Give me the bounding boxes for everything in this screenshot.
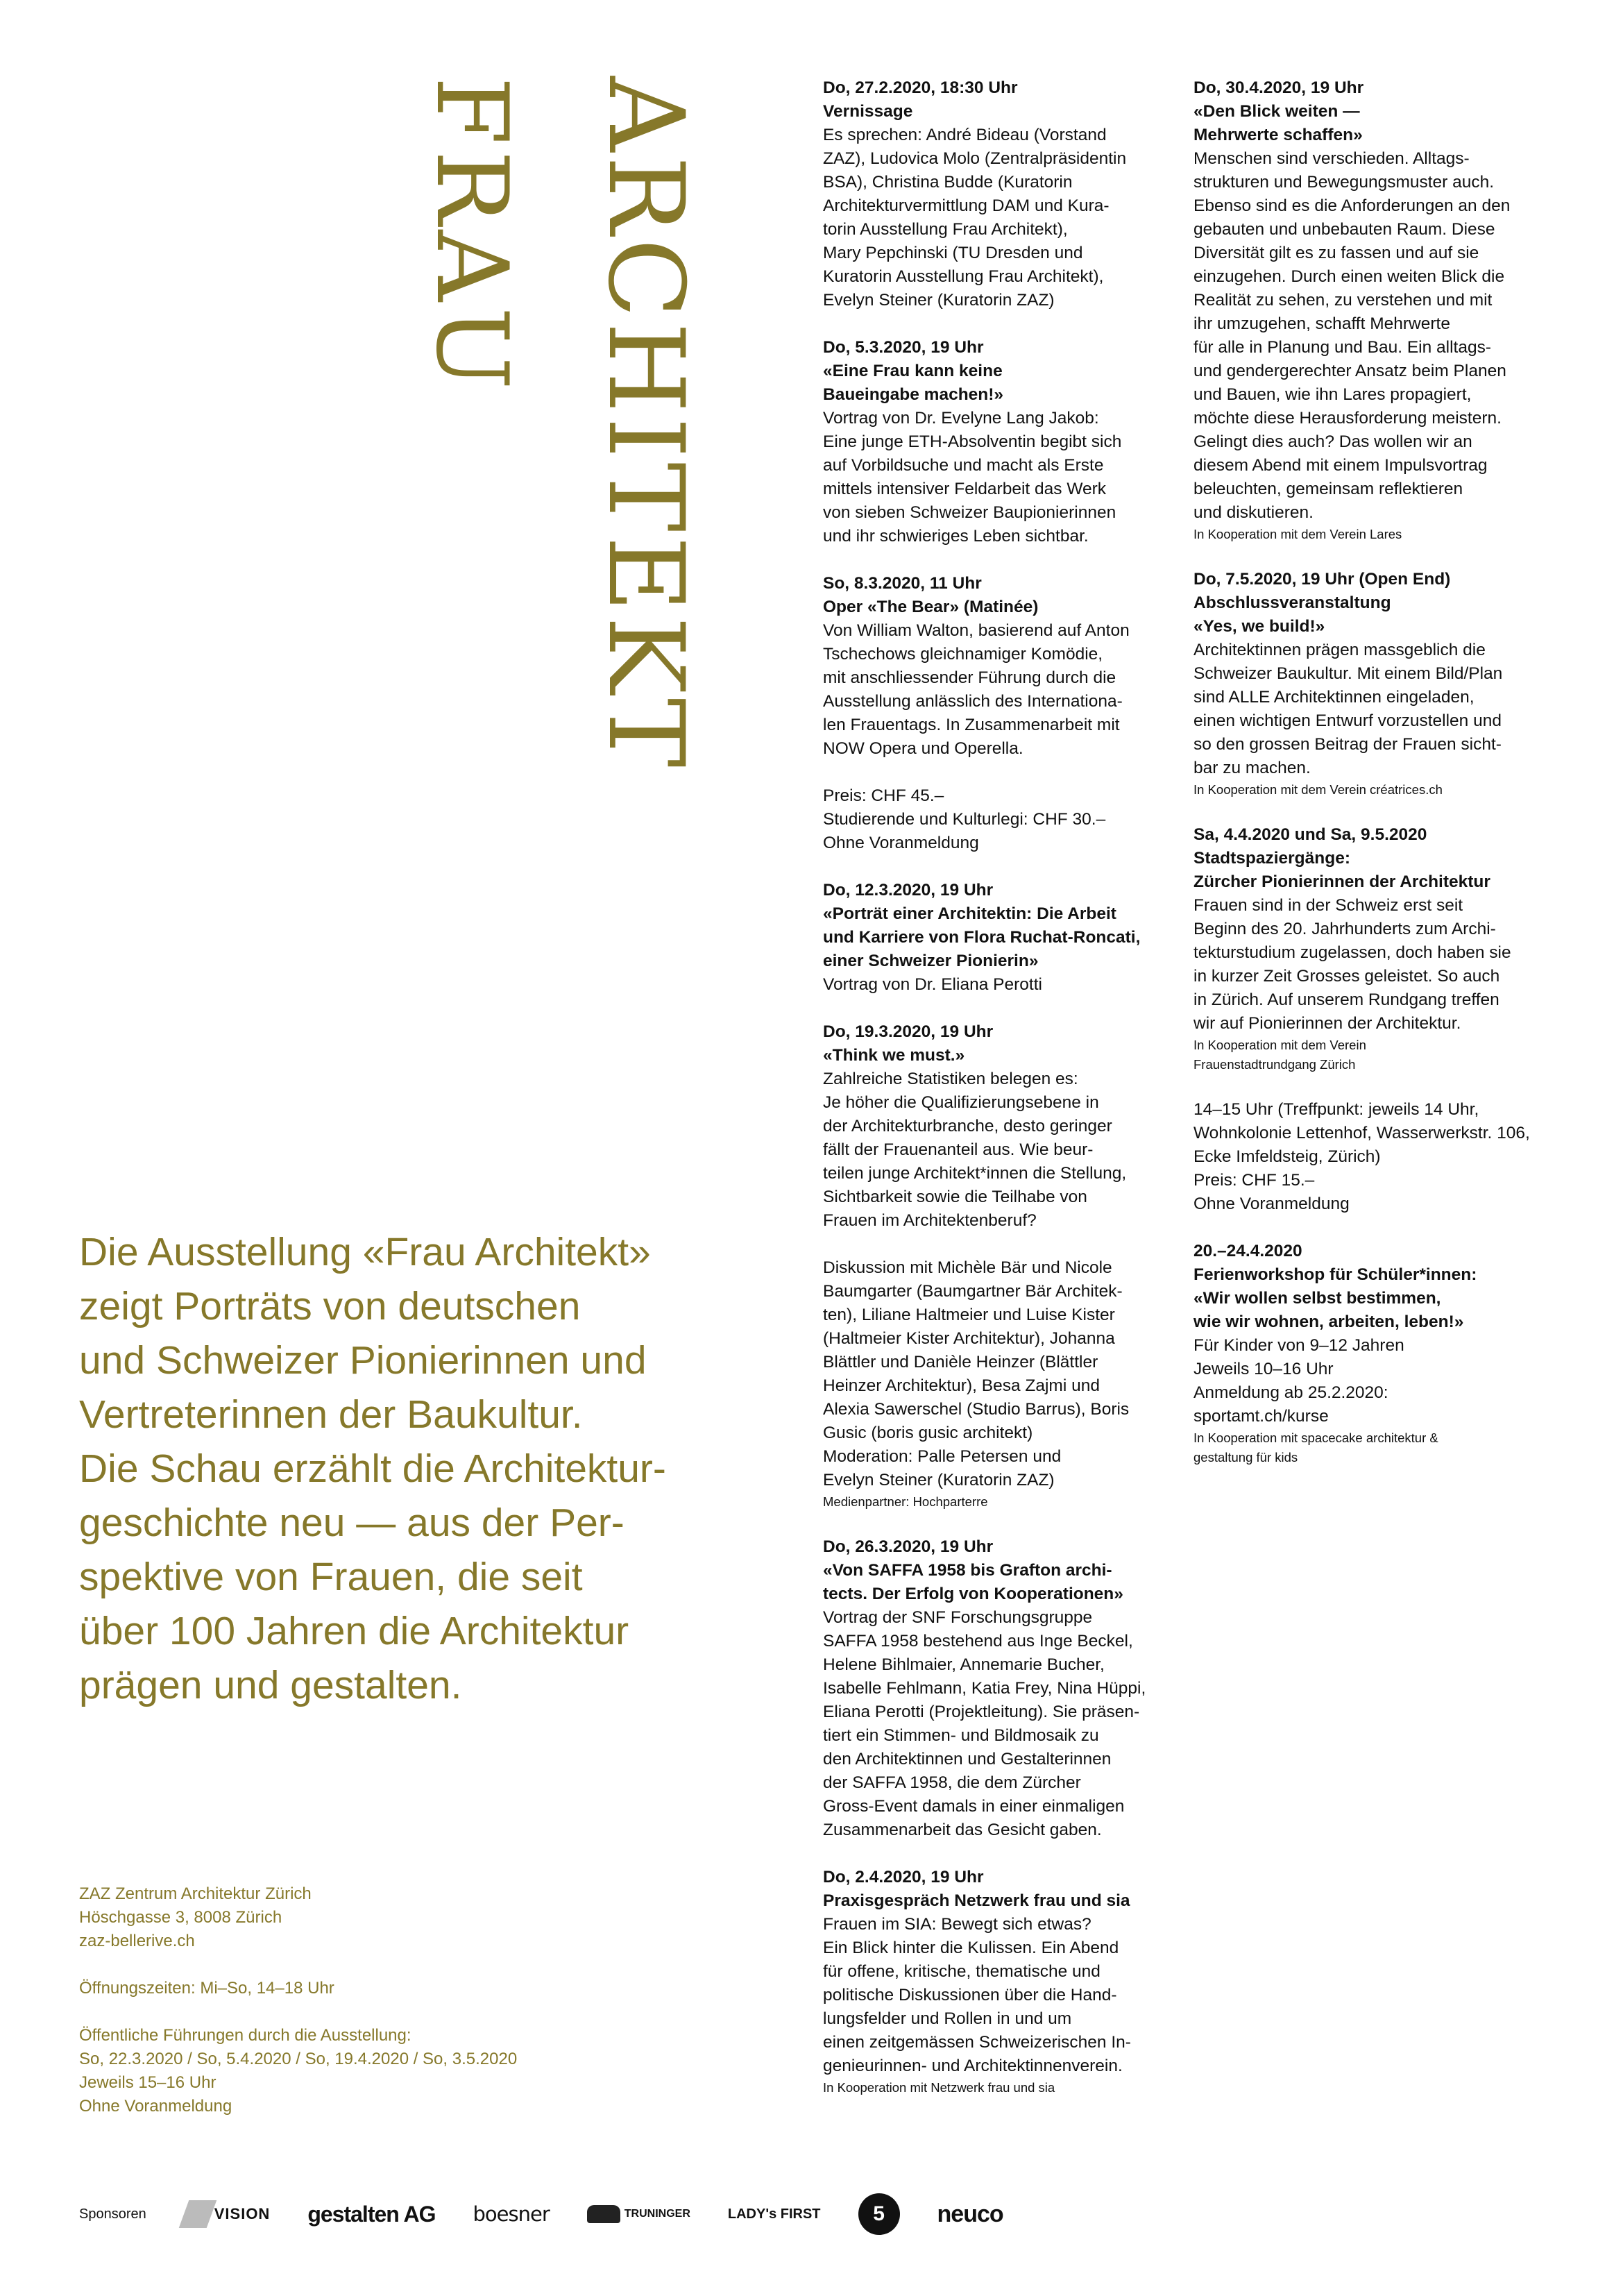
- event-heading: «Think we must.»: [823, 1046, 965, 1065]
- event-heading: Oper «The Bear» (Matinée): [823, 598, 1039, 616]
- event-heading: «Porträt einer Architektin: Die Arbeit und Karriere von Flora Ruchat-Roncati, einer Schweizer Pionierin»: [823, 904, 1141, 970]
- opening-hours: Öffnungszeiten: Mi–So, 14–18 Uhr: [79, 1979, 334, 1998]
- event-text: Architektinnen prägen massgeblich die Schweizer Baukultur. Mit einem Bild/Plan sind ALLE Architektinnen eingeladen, einen wichtigen Entwurf vorzustellen und so den grossen Beitrag der Frauen sicht- bar zu machen.: [1193, 641, 1503, 777]
- event-date: Sa, 4.4.2020 und Sa, 9.5.2020: [1193, 825, 1427, 844]
- event-date: Do, 27.2.2020, 18:30 Uhr: [823, 78, 1018, 97]
- event-note: In Kooperation mit Netzwerk frau und sia: [823, 2080, 1055, 2095]
- event-extra: Diskussion mit Michèle Bär und Nicole Baumgarter (Baumgartner Bär Architek- ten), Liliane Haltmeier und Luise Kister (Haltmeier Kister Architektur), Johanna Blättler und Danièle Heinzer (Blättler Heinzer Architektur), Besa Zajmi und Alexia Sawerschel (Studio Barrus), Boris Gusic (boris gusic architekt) Moderation: Palle Petersen und Evelyn Steiner (Kuratorin ZAZ): [823, 1258, 1130, 1489]
- event-text: Vortrag von Dr. Eliana Perotti: [823, 975, 1042, 994]
- event-date: 20.–24.4.2020: [1193, 1242, 1302, 1260]
- event-note: In Kooperation mit dem Verein créatrices.ch: [1193, 782, 1443, 797]
- event-heading: Vernissage: [823, 102, 913, 121]
- venue-info: [79, 1882, 704, 2142]
- event-heading: Stadtspaziergänge: Zürcher Pionierinnen der Architektur: [1193, 849, 1490, 891]
- vision-logo: VISION: [184, 2200, 271, 2228]
- event-heading: «Eine Frau kann keine Baueingabe machen!»: [823, 362, 1004, 404]
- neuco-logo: neuco: [937, 2200, 1003, 2227]
- circle-5-logo: 5: [858, 2193, 900, 2235]
- event-text: Vortrag von Dr. Evelyne Lang Jakob: Eine junge ETH-Absolventin begibt sich auf Vorbildsuche und macht als Erste mittels intensiver Feldarbeit das Werk von sieben Schweizer Baupionierinnen und ihr schwieriges Leben sichtbar.: [823, 409, 1122, 546]
- boesner-logo: boesner: [473, 2202, 550, 2226]
- event-text: Von William Walton, basierend auf Anton Tschechows gleichnamiger Komödie, mit anschliessender Führung durch die Ausstellung anlässlich des Internationa- len Frauentags. In Zusammenarbeit mit NOW Opera und Operella.: [823, 621, 1130, 758]
- venue-address: ZAZ Zentrum Architektur Zürich Höschgasse 3, 8008 Zürich zaz-bellerive.ch: [79, 1884, 312, 1950]
- events-column-1: [823, 76, 1177, 2121]
- event-text: Frauen sind in der Schweiz erst seit Beginn des 20. Jahrhunderts zum Archi- tekturstudium zugelassen, doch haben sie in kurzer Zeit Grosses geleistet. So auch in Zürich. Auf unserem Rundgang treffen wir auf Pionierinnen der Architektur.: [1193, 896, 1511, 1033]
- event-note: In Kooperation mit dem Verein Frauenstadtrundgang Zürich: [1193, 1038, 1366, 1072]
- event-extra: Preis: CHF 45.– Studierende und Kulturlegi: CHF 30.– Ohne Voranmeldung: [823, 786, 1106, 852]
- event-text: Es sprechen: André Bideau (Vorstand ZAZ), Ludovica Molo (Zentralpräsidentin BSA), Christina Budde (Kuratorin Architekturvermittlung DAM und Kura- torin Ausstellung Frau Architekt), Mary Pepchinski (TU Dresden und Kuratorin Ausstellung Frau Architekt), Evelyn Steiner (Kuratorin ZAZ): [823, 126, 1127, 310]
- event-text: Vortrag der SNF Forschungsgruppe SAFFA 1958 bestehend aus Inge Beckel, Helene Bihlmaier, Annemarie Bucher, Isabelle Fehlmann, Katia Frey, Nina Hüppi, Eliana Perotti (Projektleitung). Sie präsen- tiert ein Stimmen- und Bildmosaik zu den Architektinnen und Gestalterinnen der SAFFA 1958, die dem Zürcher Gross-Event damals in einer einmaligen Zusammenarbeit das Gesicht gaben.: [823, 1608, 1146, 1839]
- event-item: [823, 76, 1177, 312]
- event-item: [1193, 76, 1547, 544]
- event-date: Do, 19.3.2020, 19 Uhr: [823, 1022, 994, 1041]
- event-note: Medienpartner: Hochparterre: [823, 1494, 988, 1509]
- event-heading: «Den Blick weiten — Mehrwerte schaffen»: [1193, 102, 1363, 144]
- public-tours: Öffentliche Führungen durch die Ausstellung: So, 22.3.2020 / So, 5.4.2020 / So, 19.4.2020 / So, 3.5.2020 Jeweils 15–16 Uhr Ohne Voranmeldung: [79, 2026, 518, 2116]
- truninger-logo: TRUNINGER: [587, 2205, 690, 2223]
- event-date: Do, 7.5.2020, 19 Uhr (Open End): [1193, 570, 1451, 589]
- event-item: [823, 1866, 1177, 2097]
- event-heading: Praxisgespräch Netzwerk frau und sia: [823, 1891, 1130, 1910]
- event-date: Do, 26.3.2020, 19 Uhr: [823, 1537, 994, 1556]
- event-item: [823, 572, 1177, 855]
- event-heading: «Von SAFFA 1958 bis Grafton archi- tects. Der Erfolg von Kooperationen»: [823, 1561, 1123, 1603]
- event-item: [1193, 568, 1547, 800]
- event-text: Zahlreiche Statistiken belegen es: Je höher die Qualifizierungsebene in der Architekturbranche, desto geringer fällt der Frauenanteil aus. Wie beur- teilen junge Architekt*innen die Stellung, Sichtbarkeit sowie die Teilhabe von Frauen im Architektenberuf?: [823, 1070, 1127, 1230]
- event-text: Für Kinder von 9–12 Jahren Jeweils 10–16 Uhr Anmeldung ab 25.2.2020: sportamt.ch/kurse: [1193, 1336, 1404, 1426]
- ladys-first-logo: LADY's FIRST: [727, 2206, 821, 2222]
- event-heading: Ferienworkshop für Schüler*innen: «Wir wollen selbst bestimmen, wie wir wohnen, arbeiten, leben!»: [1193, 1265, 1477, 1331]
- event-heading: Abschlussveranstaltung «Yes, we build!»: [1193, 593, 1391, 636]
- event-item: [823, 1535, 1177, 1842]
- gestalten-logo: gestalten AG: [307, 2201, 436, 2227]
- title-architekt: ARCHITEKT: [585, 76, 706, 772]
- event-date: Do, 12.3.2020, 19 Uhr: [823, 881, 994, 900]
- sponsors-label: Sponsoren: [79, 2206, 146, 2222]
- event-item: [1193, 823, 1547, 1216]
- event-note: In Kooperation mit dem Verein Lares: [1193, 527, 1402, 541]
- events-column-2: [1193, 76, 1547, 1491]
- event-item: [823, 1020, 1177, 1512]
- event-item: [1193, 1240, 1547, 1467]
- event-date: Do, 5.3.2020, 19 Uhr: [823, 338, 984, 357]
- event-item: [823, 879, 1177, 997]
- event-note: In Kooperation mit spacecake architektur & gestaltung für kids: [1193, 1430, 1438, 1464]
- sponsors-bar: [79, 2186, 1051, 2242]
- event-date: Do, 30.4.2020, 19 Uhr: [1193, 78, 1364, 97]
- event-after: 14–15 Uhr (Treffpunkt: jeweils 14 Uhr, Wohnkolonie Lettenhof, Wasserwerkstr. 106, Ecke Imfeldsteig, Zürich) Preis: CHF 15.– Ohne Voranmeldung: [1193, 1100, 1530, 1213]
- intro-text: Die Ausstellung «Frau Architekt» zeigt Porträts von deutschen und Schweizer Pionierinnen und Vertreterinnen der Baukultur. Die Schau erzählt die Architektur- geschichte neu — aus der Per- spektive von Frauen, die seit über 100 Jahren die Architektur prägen und gestalten.: [79, 1230, 666, 1707]
- event-item: [823, 336, 1177, 548]
- event-text: Menschen sind verschieden. Alltags- strukturen und Bewegungsmuster auch. Ebenso sind es die Anforderungen an den gebauten und unbebauten Raum. Diese Diversität gilt es zu fassen und auf sie einzugehen. Durch einen weiten Blick die Realität zu sehen, zu verstehen und mit ihr umzugehen, schafft Mehrwerte für alle in Planung und Bau. Ein alltags- und gendergerechter Ansatz beim Planen und Bauen, wie ihn Lares propagiert, möchte diese Herausforderung meistern. Gelingt dies auch? Das wollen wir an diesem Abend mit einem Impulsvortrag beleuchten, gemeinsam reflektieren und diskutieren.: [1193, 149, 1511, 522]
- event-text: Frauen im SIA: Bewegt sich etwas? Ein Blick hinter die Kulissen. Ein Abend für offene, kritische, thematische und politische Diskussionen über die Hand- lungsfelder und Rollen in und um einen zeitgemässen Schweizerischen In- genieurinnen- und Architektinnenverein.: [823, 1915, 1131, 2075]
- title-frau: FRAU: [414, 76, 529, 396]
- event-date: Do, 2.4.2020, 19 Uhr: [823, 1868, 984, 1886]
- event-date: So, 8.3.2020, 11 Uhr: [823, 574, 982, 593]
